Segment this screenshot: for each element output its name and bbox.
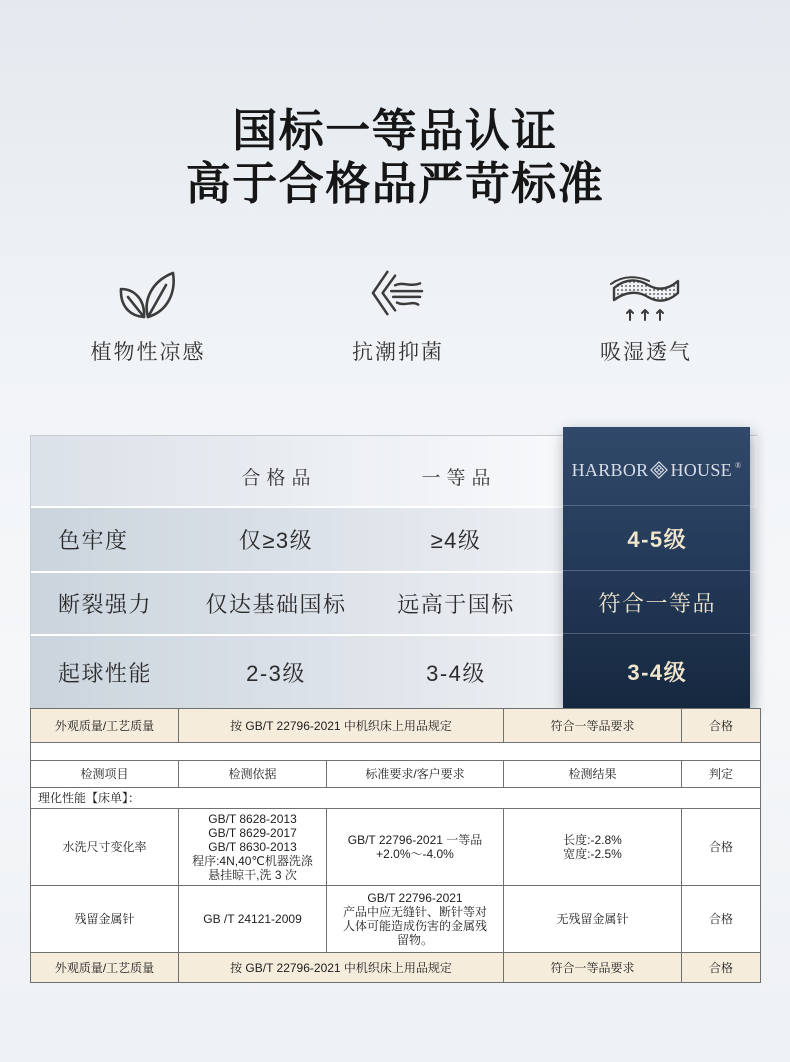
report-spacer-row xyxy=(31,743,761,761)
report-spacer-cell xyxy=(31,743,761,761)
report-header-item: 检测项目 xyxy=(31,761,179,788)
first-grade-value: 远高于国标 xyxy=(397,592,515,617)
report-cell-item: 残留金属针 xyxy=(31,886,179,953)
report-header-requirement: 标准要求/客户要求 xyxy=(327,761,504,788)
report-cell-basis: 按 GB/T 22796-2021 中机织床上用品规定 xyxy=(179,953,504,983)
brand-logo-text-left: HARBOR xyxy=(571,459,649,480)
report-section-title: 理化性能【床单】： xyxy=(31,788,761,809)
first-grade-value: ≥4级 xyxy=(430,528,482,553)
brand-registered-mark: ® xyxy=(734,461,742,470)
basis-line: GB /T 24121-2009 xyxy=(203,912,302,926)
requirement-line: 人体可能造成伤害的金属残 xyxy=(343,919,488,933)
report-cell-result xyxy=(504,809,682,886)
basis-line: GB/T 8628-2013 xyxy=(208,812,297,826)
result-line: 宽度:-2.5% xyxy=(563,847,622,861)
row-item-label: 断裂强力 xyxy=(58,592,153,617)
report-cell-basis xyxy=(179,886,327,953)
headline-line-2: 高于合格品严苛标准 xyxy=(185,158,605,209)
brand-value-color-fastness: 4-5级 xyxy=(563,505,750,570)
report-cell-result: 符合一等品要求 xyxy=(504,953,682,983)
feature-label: 吸湿透气 xyxy=(600,341,692,364)
basis-line: 程序:4N,40℃机器洗涤 xyxy=(192,854,313,868)
report-cell-verdict: 合格 xyxy=(682,953,761,983)
basis-line: GB/T 8630-2013 xyxy=(208,840,297,854)
report-cell-result: 符合一等品要求 xyxy=(504,709,682,743)
report-cell-requirement xyxy=(327,886,504,953)
feature-antibacterial xyxy=(307,266,487,370)
breathable-fabric-icon xyxy=(555,276,735,322)
report-header-verdict: 判定 xyxy=(682,761,761,788)
leaf-icon xyxy=(57,270,237,320)
report-cell-item: 外观质量/工艺质量 xyxy=(31,953,179,983)
test-report-table xyxy=(30,708,761,983)
basis-line: 悬挂晾干,洗 3 次 xyxy=(208,868,297,882)
feature-label: 植物性凉感 xyxy=(90,341,206,364)
result-line: 长度:-2.8% xyxy=(563,833,622,847)
result-line: 无残留金属针 xyxy=(556,912,629,926)
headline-line-1: 国标一等品认证 xyxy=(232,105,558,156)
report-header-row xyxy=(31,761,761,788)
report-cell-requirement xyxy=(327,809,504,886)
report-cell-verdict: 合格 xyxy=(682,809,761,886)
report-cell-result xyxy=(504,886,682,953)
requirement-line: 留物。 xyxy=(397,933,434,947)
requirement-line: 产品中应无缝针、断针等对 xyxy=(343,905,488,919)
antibacterial-airflow-icon xyxy=(307,268,487,318)
report-header-basis: 检测依据 xyxy=(179,761,327,788)
report-cell-basis: 按 GB/T 22796-2021 中机织床上用品规定 xyxy=(179,709,504,743)
qualified-grade-value: 仅达基础国标 xyxy=(205,592,347,617)
report-cell-verdict: 合格 xyxy=(682,709,761,743)
header-first-grade: 一等品 xyxy=(421,468,497,489)
first-grade-value: 3-4级 xyxy=(426,661,486,686)
brand-highlight-column xyxy=(563,427,750,708)
report-appearance-row-top xyxy=(31,709,761,743)
feature-plant-cooling xyxy=(57,266,237,370)
requirement-line: GB/T 22796-2021 xyxy=(367,891,463,905)
brand-logo-text-right: HOUSE xyxy=(670,459,732,480)
requirement-line: GB/T 22796-2021 一等品 xyxy=(347,833,483,847)
feature-label: 抗潮抑菌 xyxy=(352,341,444,364)
brand-value-breaking-strength: 符合一等品 xyxy=(563,570,750,633)
report-appearance-row-bottom xyxy=(31,953,761,983)
brand-diamond-emblem-icon xyxy=(650,461,668,479)
row-item-label: 起球性能 xyxy=(58,661,153,686)
report-row-residual-metal xyxy=(31,886,761,953)
header-qualified-grade: 合格品 xyxy=(241,468,317,489)
report-section-row xyxy=(31,788,761,809)
report-cell-item: 水洗尺寸变化率 xyxy=(31,809,179,886)
brand-value-pilling: 3-4级 xyxy=(563,633,750,708)
report-cell-verdict: 合格 xyxy=(682,886,761,953)
brand-logo xyxy=(563,457,750,483)
qualified-grade-value: 仅≥3级 xyxy=(238,528,314,553)
qualified-grade-value: 2-3级 xyxy=(246,661,306,686)
report-cell-basis xyxy=(179,809,327,886)
report-cell-item: 外观质量/工艺质量 xyxy=(31,709,179,743)
report-header-result: 检测结果 xyxy=(504,761,682,788)
report-row-wash-dimension xyxy=(31,809,761,886)
requirement-line: +2.0%～-4.0% xyxy=(376,847,454,861)
row-item-label: 色牢度 xyxy=(58,528,129,553)
basis-line: GB/T 8629-2017 xyxy=(208,826,297,840)
feature-breathable xyxy=(555,266,735,370)
